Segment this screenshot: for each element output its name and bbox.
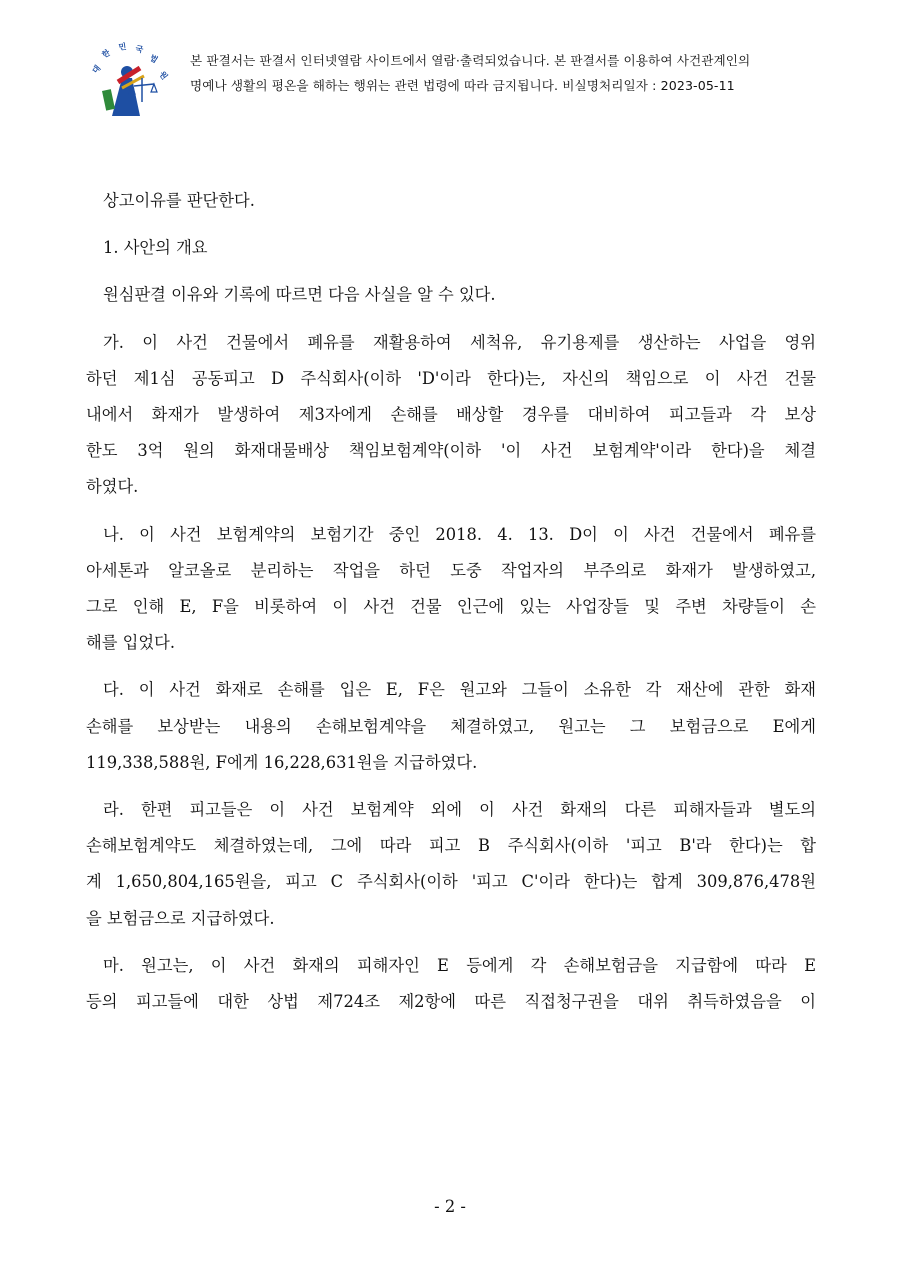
svg-text:법: 법 — [147, 53, 160, 65]
body-line: 등의 피고들에 대한 상법 제724조 제2항에 따른 직접청구권을 대위 취득하였음을 이 — [86, 992, 816, 1012]
body-line: 하였다. — [86, 477, 139, 497]
body-line: 해를 입었다. — [86, 633, 175, 653]
page-number: - 2 - — [434, 1197, 466, 1216]
svg-text:원: 원 — [157, 69, 170, 82]
page-header — [82, 38, 882, 118]
body-line: 마. 원고는, 이 사건 화재의 피해자인 E 등에게 각 손해보험금을 지급함에 따라 E — [103, 955, 816, 975]
body-line: 손해보험계약도 체결하였는데, 그에 따라 피고 B 주식회사(이하 '피고 B'라 한다)는 합 — [86, 836, 816, 856]
court-seal-icon — [82, 38, 172, 118]
body-line: 그로 인해 E, F을 비롯하여 이 사건 건물 인근에 있는 사업장들 및 주변 차량들이 손 — [86, 597, 816, 617]
body-line: 을 보험금으로 지급하였다. — [86, 908, 275, 928]
body-line: 가. 이 사건 건물에서 폐유를 재활용하여 세척유, 유기용제를 생산하는 사업을 영위 — [103, 332, 816, 352]
body-line: 119,338,588원, F에게 16,228,631원을 지급하였다. — [86, 752, 478, 772]
notice-line-1: 본 판결서는 판결서 인터넷열람 사이트에서 열람·출력되었습니다. 본 판결서를 이용하여 사건관계인의 — [190, 53, 751, 68]
body-line: 나. 이 사건 보험계약의 보험기간 중인 2018. 4. 13. D이 이 사건 건물에서 폐유를 — [103, 524, 816, 544]
body-line: 원심판결 이유와 기록에 따르면 다음 사실을 알 수 있다. — [103, 285, 496, 305]
section-heading: 1. 사안의 개요 — [103, 238, 208, 258]
svg-text:대: 대 — [90, 63, 103, 76]
body-line: 하던 제1심 공동피고 D 주식회사(이하 'D'이라 한다)는, 자신의 책임으로 이 사건 건물 — [86, 368, 816, 388]
body-line: 계 1,650,804,165원을, 피고 C 주식회사(이하 '피고 C'이라 한다)는 합계 309,876,478원 — [86, 872, 816, 892]
svg-text:민: 민 — [118, 41, 127, 52]
svg-text:국: 국 — [134, 44, 145, 55]
body-line: 손해를 보상받는 내용의 손해보험계약을 체결하였고, 원고는 그 보험금으로 E에게 — [86, 716, 816, 736]
body-line: 내에서 화재가 발생하여 제3자에게 손해를 배상할 경우를 대비하여 피고들과 각 보상 — [86, 405, 816, 425]
judgment-body — [86, 183, 816, 1020]
notice-line-2: 명예나 생활의 평온을 해하는 행위는 관련 법령에 따라 금지됩니다. 비실명처리일자 : 2023-05-11 — [190, 78, 735, 93]
usage-notice — [190, 48, 890, 98]
svg-text:한: 한 — [100, 48, 112, 60]
body-line: 라. 한편 피고들은 이 사건 보험계약 외에 이 사건 화재의 다른 피해자들과 별도의 — [103, 800, 816, 820]
body-line: 한도 3억 원의 화재대물배상 책임보험계약(이하 '이 사건 보험계약'이라 한다)을 체결 — [86, 441, 816, 461]
body-line: 다. 이 사건 화재로 손해를 입은 E, F은 원고와 그들이 소유한 각 재산에 관한 화재 — [103, 680, 816, 700]
body-line: 상고이유를 판단한다. — [103, 191, 255, 210]
body-line: 아세톤과 알코올로 분리하는 작업을 하던 도중 작업자의 부주의로 화재가 발생하였고, — [86, 560, 816, 580]
